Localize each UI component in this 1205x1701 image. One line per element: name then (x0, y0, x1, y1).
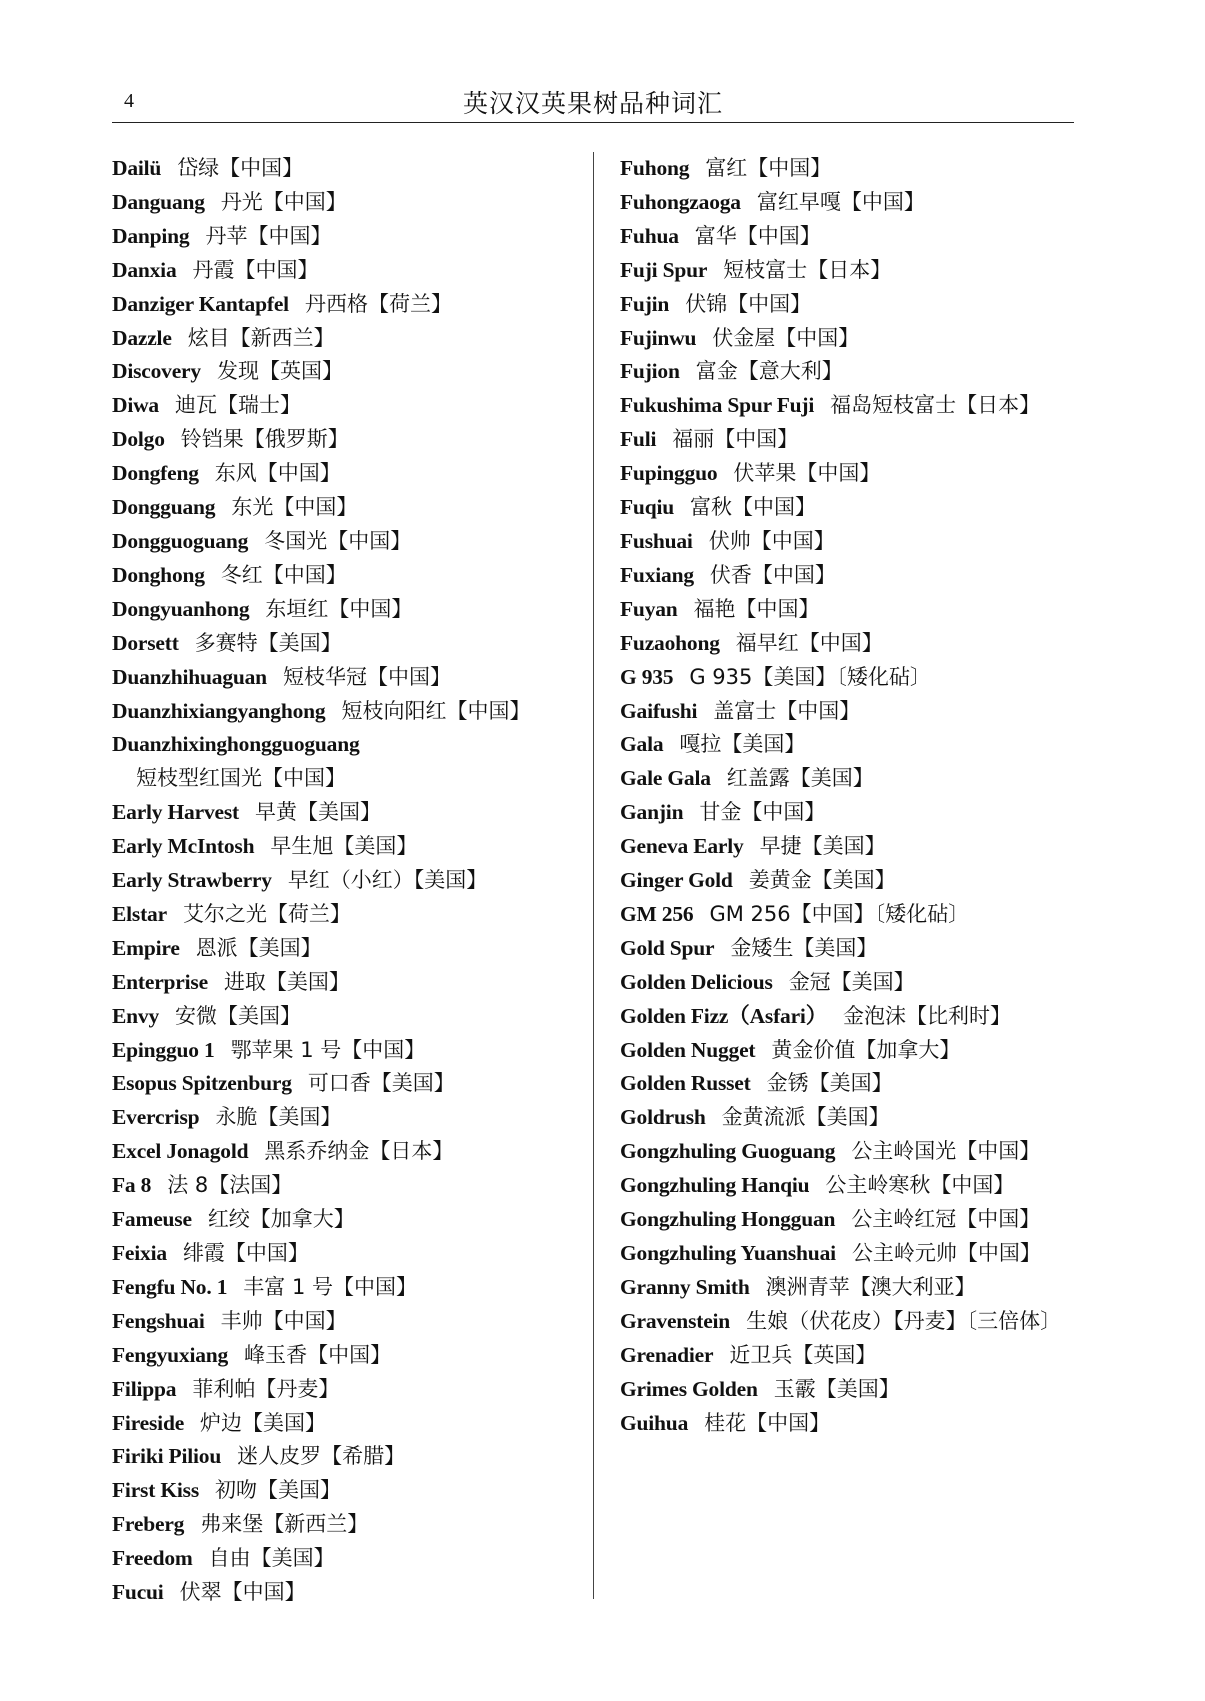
dictionary-entry (620, 728, 1090, 762)
entry-term: Empire (112, 935, 180, 960)
dictionary-entry (620, 186, 1090, 220)
dictionary-entry (112, 525, 582, 559)
entry-term: Ginger Gold (620, 868, 733, 893)
dictionary-entry (620, 593, 1090, 627)
entry-term: Enterprise (112, 969, 208, 994)
dictionary-entry (620, 1271, 1090, 1305)
dictionary-entry (112, 1271, 582, 1305)
entry-definition: 东光【中国】 (231, 495, 358, 520)
entry-definition: 丰富 1 号【中国】 (243, 1274, 417, 1299)
entry-term: Fupingguo (620, 461, 718, 486)
entry-term: Fukushima Spur Fuji (620, 393, 815, 418)
entry-definition: 金黄流派【美国】 (721, 1105, 890, 1130)
entry-term: Evercrisp (112, 1105, 200, 1130)
entry-definition: 伏翠【中国】 (179, 1580, 306, 1605)
dictionary-entry (620, 355, 1090, 389)
dictionary-entry (620, 288, 1090, 322)
entry-term: Danxia (112, 257, 177, 282)
entry-term: Guihua (620, 1410, 689, 1435)
entry-definition: 短枝富士【日本】 (723, 257, 892, 282)
entry-definition: 初吻【美国】 (214, 1478, 341, 1503)
entry-definition: 富秋【中国】 (689, 495, 816, 520)
entry-term: Gale Gala (620, 766, 711, 791)
entry-term: Grenadier (620, 1342, 714, 1367)
entry-term: Fujion (620, 359, 680, 384)
dictionary-entry (620, 864, 1090, 898)
entry-term: Danziger Kantapfel (112, 291, 289, 316)
entry-term: Gongzhuling Hanqiu (620, 1173, 810, 1198)
entry-definition: 短枝型红国光【中国】 (136, 766, 346, 791)
dictionary-entry (112, 322, 582, 356)
entry-term: Fameuse (112, 1207, 192, 1232)
dictionary-entry (112, 1135, 582, 1169)
dictionary-entry (620, 491, 1090, 525)
entry-definition: 丹西格【荷兰】 (304, 291, 452, 316)
entry-term: Discovery (112, 359, 201, 384)
dictionary-entry (620, 322, 1090, 356)
entry-definition: 桂花【中国】 (704, 1410, 831, 1435)
entry-term: Freberg (112, 1512, 185, 1537)
entry-definition: 富华【中国】 (694, 223, 821, 248)
entry-definition: 金锈【美国】 (766, 1071, 893, 1096)
entry-term: Fushuai (620, 528, 693, 553)
dictionary-entry (112, 559, 582, 593)
entry-definition: 福早红【中国】 (735, 630, 883, 655)
entry-definition: 红绞【加拿大】 (207, 1207, 355, 1232)
entry-definition: 伏香【中国】 (709, 562, 836, 587)
entry-definition: 自由【美国】 (208, 1546, 335, 1571)
entry-definition: 峰玉香【中国】 (244, 1342, 392, 1367)
entry-term: Fujinwu (620, 325, 697, 350)
entry-term: Dongfeng (112, 461, 199, 486)
entry-term: Fucui (112, 1580, 164, 1605)
dictionary-entry (112, 1305, 582, 1339)
entry-term: Early Strawberry (112, 868, 272, 893)
entry-term: Dongguang (112, 495, 216, 520)
entry-definition: 炫目【新西兰】 (187, 325, 335, 350)
entry-term: Fengshuai (112, 1308, 205, 1333)
entry-definition: 丹苹【中国】 (205, 223, 332, 248)
dictionary-entry (112, 1101, 582, 1135)
dictionary-entry (112, 661, 582, 695)
dictionary-entry (620, 695, 1090, 729)
entry-definition: 岱绿【中国】 (177, 156, 304, 180)
column-divider (593, 152, 594, 1599)
dictionary-entry (620, 1373, 1090, 1407)
dictionary-entry (112, 728, 582, 796)
dictionary-entry (620, 898, 1090, 932)
entry-definition: 金矮生【美国】 (730, 935, 878, 960)
dictionary-entry (620, 1237, 1090, 1271)
entry-term: Feixia (112, 1241, 167, 1265)
entry-term: Fa 8 (112, 1173, 152, 1198)
entry-definition: 弗来堡【新西兰】 (200, 1512, 369, 1537)
entry-definition: 恩派【美国】 (195, 935, 322, 960)
entry-definition: 绯霞【中国】 (182, 1241, 309, 1265)
entry-term: Ganjin (620, 800, 684, 825)
entry-definition: 伏锦【中国】 (685, 291, 812, 316)
dictionary-entry (112, 1000, 582, 1034)
entry-definition: G 935【美国】〔矮化砧〕 (689, 664, 931, 689)
entry-definition: 嘎拉【美国】 (679, 732, 806, 757)
entry-term: Dazzle (112, 325, 172, 350)
entry-term: Goldrush (620, 1105, 706, 1130)
entry-definition: 艾尔之光【荷兰】 (182, 901, 351, 926)
dictionary-entry (112, 254, 582, 288)
dictionary-entry (112, 457, 582, 491)
entry-term: Dailü (112, 156, 162, 180)
dictionary-entry (112, 1067, 582, 1101)
entry-definition: 金泡沫【比利时】 (843, 1003, 1011, 1028)
entry-term: Golden Russet (620, 1071, 751, 1096)
entry-definition: 公主岭元帅【中国】 (851, 1241, 1041, 1265)
entry-term: Golden Nugget (620, 1037, 756, 1062)
entry-definition: 红盖露【美国】 (726, 766, 874, 791)
entry-term: Fuxiang (620, 562, 694, 587)
dictionary-entry (620, 1067, 1090, 1101)
entry-term: Donghong (112, 562, 205, 587)
entry-definition: 生娘（伏花皮）【丹麦】〔三倍体〕 (746, 1308, 1062, 1333)
entry-definition: 冬国光【中国】 (264, 528, 412, 553)
dictionary-entry (112, 1542, 582, 1576)
entry-term: Gongzhuling Guoguang (620, 1139, 836, 1164)
entry-term: Fuhua (620, 223, 679, 248)
entry-term: Danguang (112, 189, 205, 214)
dictionary-entry (620, 830, 1090, 864)
entry-term: Filippa (112, 1376, 177, 1401)
entry-definition: 迷人皮罗【希腊】 (237, 1444, 406, 1469)
entry-definition: 法 8【法国】 (167, 1173, 293, 1198)
entry-term: Dorsett (112, 630, 179, 655)
dictionary-entry (112, 186, 582, 220)
dictionary-entry (620, 1339, 1090, 1373)
entry-term: Fuzaohong (620, 630, 720, 655)
entry-definition: 盖富士【中国】 (713, 698, 861, 723)
entry-term: Fengyuxiang (112, 1342, 229, 1367)
entry-definition: 丹光【中国】 (220, 189, 347, 214)
entry-term: Fujin (620, 291, 670, 316)
entry-definition: 黄金价值【加拿大】 (771, 1037, 961, 1062)
dictionary-entry (620, 966, 1090, 1000)
entry-term: Gongzhuling Yuanshuai (620, 1241, 836, 1265)
entry-definition: 早红（小红）【美国】 (287, 868, 488, 893)
dictionary-entry (112, 1440, 582, 1474)
entry-term: Gala (620, 732, 664, 757)
page-header (112, 82, 1074, 123)
entry-definition: 菲利帕【丹麦】 (192, 1376, 340, 1401)
entry-definition: 福丽【中国】 (672, 427, 799, 452)
entry-definition: 玉霰【美国】 (773, 1376, 900, 1401)
entry-term: Golden Delicious (620, 969, 773, 994)
entry-term: Epingguo 1 (112, 1037, 215, 1062)
entry-definition: 短枝华冠【中国】 (282, 664, 451, 689)
entry-term: Gaifushi (620, 698, 698, 723)
dictionary-entry (112, 1237, 582, 1271)
entry-term: Diwa (112, 393, 159, 418)
dictionary-entry (620, 1101, 1090, 1135)
dictionary-entry (620, 1407, 1090, 1441)
entry-term: Golden Fizz（Asfari） (620, 1003, 827, 1028)
right-column (620, 152, 1090, 1440)
entry-term: First Kiss (112, 1478, 199, 1503)
dictionary-entry (112, 695, 582, 729)
entry-term: Fuli (620, 427, 657, 452)
entry-definition: 进取【美国】 (223, 969, 350, 994)
entry-definition: 早生旭【美国】 (270, 834, 418, 859)
dictionary-entry (112, 966, 582, 1000)
entry-definition: 近卫兵【英国】 (729, 1342, 877, 1367)
dictionary-entry (112, 1474, 582, 1508)
dictionary-entry (620, 796, 1090, 830)
dictionary-entry (112, 864, 582, 898)
dictionary-entry (112, 389, 582, 423)
entry-definition: 冬红【中国】 (220, 562, 347, 587)
entry-definition: 短枝向阳红【中国】 (341, 698, 531, 723)
entry-definition: 福艳【中国】 (693, 596, 820, 621)
page-title: 英汉汉英果树品种词汇 (462, 89, 723, 118)
dictionary-entry (112, 355, 582, 389)
entry-definition: 可口香【美国】 (307, 1071, 455, 1096)
dictionary-entry (112, 1576, 582, 1610)
dictionary-entry (620, 389, 1090, 423)
entry-term: Excel Jonagold (112, 1139, 249, 1164)
dictionary-entry (112, 220, 582, 254)
entry-definition: 福岛短枝富士【日本】 (830, 393, 1041, 418)
dictionary-entry (112, 491, 582, 525)
entry-definition: 富红【中国】 (705, 156, 832, 180)
dictionary-entry (620, 1305, 1090, 1339)
entry-definition: 迪瓦【瑞士】 (174, 393, 301, 418)
entry-definition: 伏帅【中国】 (708, 528, 835, 553)
entry-term: Duanzhihuaguan (112, 664, 267, 689)
entry-definition: 丹霞【中国】 (192, 257, 319, 282)
entry-definition: 澳洲青苹【澳大利亚】 (765, 1274, 976, 1299)
dictionary-entry (620, 152, 1090, 186)
entry-definition: 伏苹果【中国】 (733, 461, 881, 486)
dictionary-entry (620, 1135, 1090, 1169)
dictionary-entry (620, 762, 1090, 796)
dictionary-entry (112, 423, 582, 457)
dictionary-entry (112, 1373, 582, 1407)
entry-definition: 炉边【美国】 (200, 1410, 327, 1435)
left-column (112, 152, 582, 1610)
dictionary-entry (620, 932, 1090, 966)
entry-definition: 公主岭国光【中国】 (851, 1139, 1041, 1164)
entry-definition: 姜黄金【美国】 (748, 868, 896, 893)
entry-definition: 早黄【美国】 (254, 800, 381, 825)
entry-term: Grimes Golden (620, 1376, 758, 1401)
entry-term: Freedom (112, 1546, 193, 1571)
dictionary-entry (112, 898, 582, 932)
dictionary-entry (112, 593, 582, 627)
dictionary-entry (112, 1034, 582, 1068)
dictionary-entry (112, 1203, 582, 1237)
dictionary-entry (112, 288, 582, 322)
dictionary-entry (620, 1169, 1090, 1203)
entry-term: Fireside (112, 1410, 185, 1435)
entry-definition: 永脆【美国】 (215, 1105, 342, 1130)
entry-term: Envy (112, 1003, 159, 1028)
dictionary-entry (620, 220, 1090, 254)
entry-term: Fuji Spur (620, 257, 708, 282)
entry-term: Fengfu No. 1 (112, 1274, 228, 1299)
entry-definition: 黑系乔纳金【日本】 (264, 1139, 454, 1164)
entry-definition: 金冠【美国】 (788, 969, 915, 994)
entry-definition: GM 256【中国】〔矮化砧〕 (709, 901, 970, 926)
entry-definition: 富金【意大利】 (695, 359, 843, 384)
entry-term: Danping (112, 223, 190, 248)
entry-definition: 公主岭红冠【中国】 (851, 1207, 1041, 1232)
dictionary-entry (112, 627, 582, 661)
entry-definition: 甘金【中国】 (699, 800, 826, 825)
entry-term: Duanzhixinghongguoguang (112, 732, 360, 757)
entry-definition: 丰帅【中国】 (220, 1308, 347, 1333)
entry-definition: 伏金屋【中国】 (712, 325, 860, 350)
dictionary-entry (620, 661, 1090, 695)
dictionary-entry (620, 423, 1090, 457)
dictionary-entry (112, 796, 582, 830)
dictionary-entry (620, 254, 1090, 288)
dictionary-entry (112, 1169, 582, 1203)
entry-definition: 发现【英国】 (216, 359, 343, 384)
entry-definition: 东风【中国】 (214, 461, 341, 486)
entry-term: GM 256 (620, 901, 694, 926)
entry-term: Fuqiu (620, 495, 674, 520)
entry-definition: 东垣红【中国】 (265, 596, 413, 621)
entry-definition: 安微【美国】 (175, 1003, 301, 1028)
entry-term: Early McIntosh (112, 834, 255, 859)
entry-term: Fuyan (620, 596, 678, 621)
dictionary-entry (620, 1034, 1090, 1068)
page-number: 4 (124, 90, 134, 112)
dictionary-entry (620, 457, 1090, 491)
dictionary-entry (112, 830, 582, 864)
entry-term: Granny Smith (620, 1274, 750, 1299)
entry-term: G 935 (620, 664, 674, 689)
dictionary-entry (620, 627, 1090, 661)
entry-term: Firiki Piliou (112, 1444, 222, 1469)
entry-term: Esopus Spitzenburg (112, 1071, 292, 1096)
dictionary-entry (112, 1407, 582, 1441)
entry-definition: 多赛特【美国】 (194, 630, 342, 655)
dictionary-entry (620, 1203, 1090, 1237)
entry-term: Geneva Early (620, 834, 744, 859)
dictionary-entry (620, 559, 1090, 593)
entry-term: Dongyuanhong (112, 596, 250, 621)
entry-term: Duanzhixiangyanghong (112, 698, 326, 723)
entry-term: Dolgo (112, 427, 165, 452)
entry-term: Early Harvest (112, 800, 239, 825)
entry-term: Dongguoguang (112, 528, 249, 553)
entry-term: Elstar (112, 901, 167, 926)
dictionary-entry (112, 1508, 582, 1542)
entry-term: Fuhongzaoga (620, 189, 741, 214)
entry-definition: 铃铛果【俄罗斯】 (180, 427, 349, 452)
entry-definition: 鄂苹果 1 号【中国】 (230, 1037, 426, 1062)
entry-term: Gold Spur (620, 935, 715, 960)
dictionary-entry (620, 1000, 1090, 1034)
entry-definition: 早捷【美国】 (759, 834, 886, 859)
dictionary-entry (112, 1339, 582, 1373)
dictionary-entry (112, 932, 582, 966)
dictionary-entry (620, 525, 1090, 559)
entry-definition: 公主岭寒秋【中国】 (825, 1173, 1015, 1198)
entry-term: Gravenstein (620, 1308, 731, 1333)
entry-term: Gongzhuling Hongguan (620, 1207, 836, 1232)
entry-definition: 富红早嘎【中国】 (756, 189, 925, 214)
entry-term: Fuhong (620, 156, 690, 180)
dictionary-entry (112, 152, 582, 186)
